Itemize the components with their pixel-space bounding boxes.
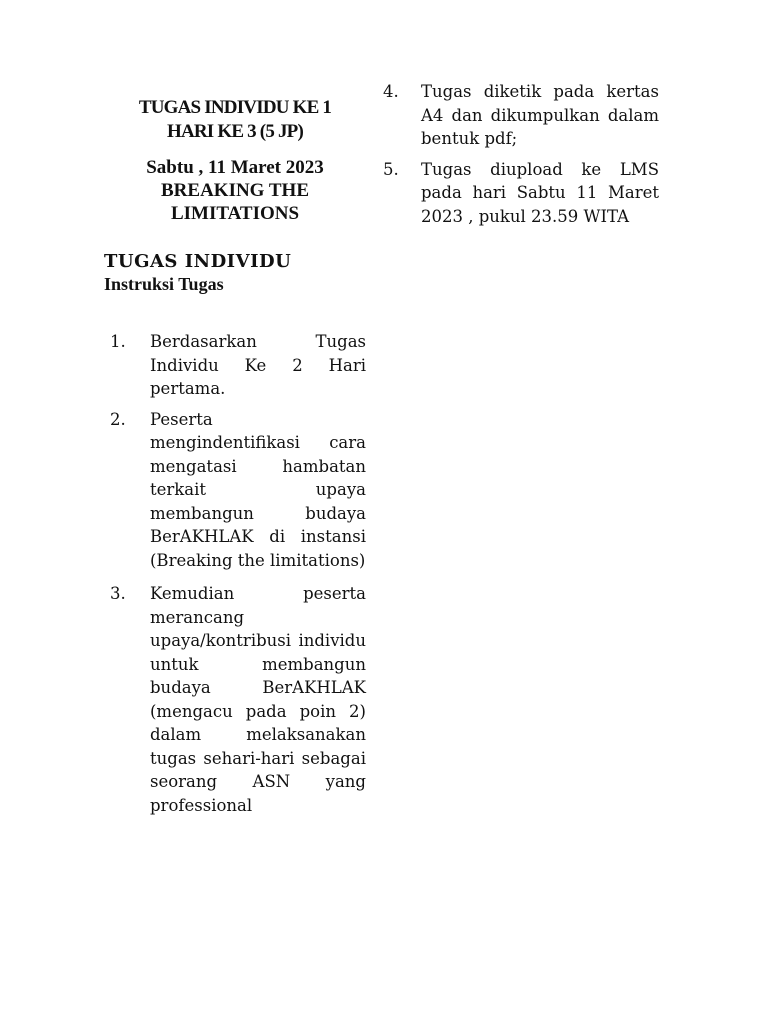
item-number: 3.: [110, 584, 126, 603]
list-item: [383, 158, 659, 229]
item-number: 5.: [383, 159, 399, 179]
left-column: [104, 96, 366, 295]
task-date: Sabtu , 11 Maret 2023: [146, 157, 324, 178]
instruction-list-right: [383, 80, 659, 228]
list-item: [110, 582, 366, 817]
item-number: 1.: [110, 332, 126, 351]
date-theme-block: [104, 156, 366, 225]
item-text: Tugas diupload ke LMS pada hari Sabtu 11 Maret 2023 , pukul 23.59 WITA: [421, 159, 659, 226]
section-heading: TUGAS INDIVIDU: [104, 251, 292, 272]
instruction-list-left: [110, 330, 366, 817]
item-text: Kemudian peserta merancang upaya/kontribusi individu untuk membangun budaya BerAKHLAK (mengacu pada poin 2) dalam melaksanakan tugas sehari-hari sebagai seorang ASN yang professional: [150, 584, 366, 815]
theme-line-1: BREAKING THE: [161, 180, 309, 201]
item-text: Peserta mengindentifikasi cara mengatasi hambatan terkait upaya membangun budaya BerAKHLAK di instansi (Breaking the limitations): [150, 409, 366, 570]
list-item: [110, 408, 366, 573]
theme-line-2: LIMITATIONS: [170, 203, 300, 224]
item-text: Berdasarkan Tugas Individu Ke 2 Hari pertama.: [150, 332, 366, 398]
list-item: [110, 330, 366, 401]
task-day: HARI KE 3 (5 JP): [166, 121, 304, 142]
title-block: [104, 96, 366, 144]
item-number: 4.: [383, 82, 399, 101]
item-text: Tugas diketik pada kertas A4 dan dikumpulkan dalam bentuk pdf;: [421, 82, 659, 148]
item-number: 2.: [110, 409, 126, 429]
list-item: [383, 80, 659, 151]
task-title: TUGAS INDIVIDU KE 1: [138, 97, 332, 118]
section-subheading: Instruksi Tugas: [104, 274, 224, 294]
